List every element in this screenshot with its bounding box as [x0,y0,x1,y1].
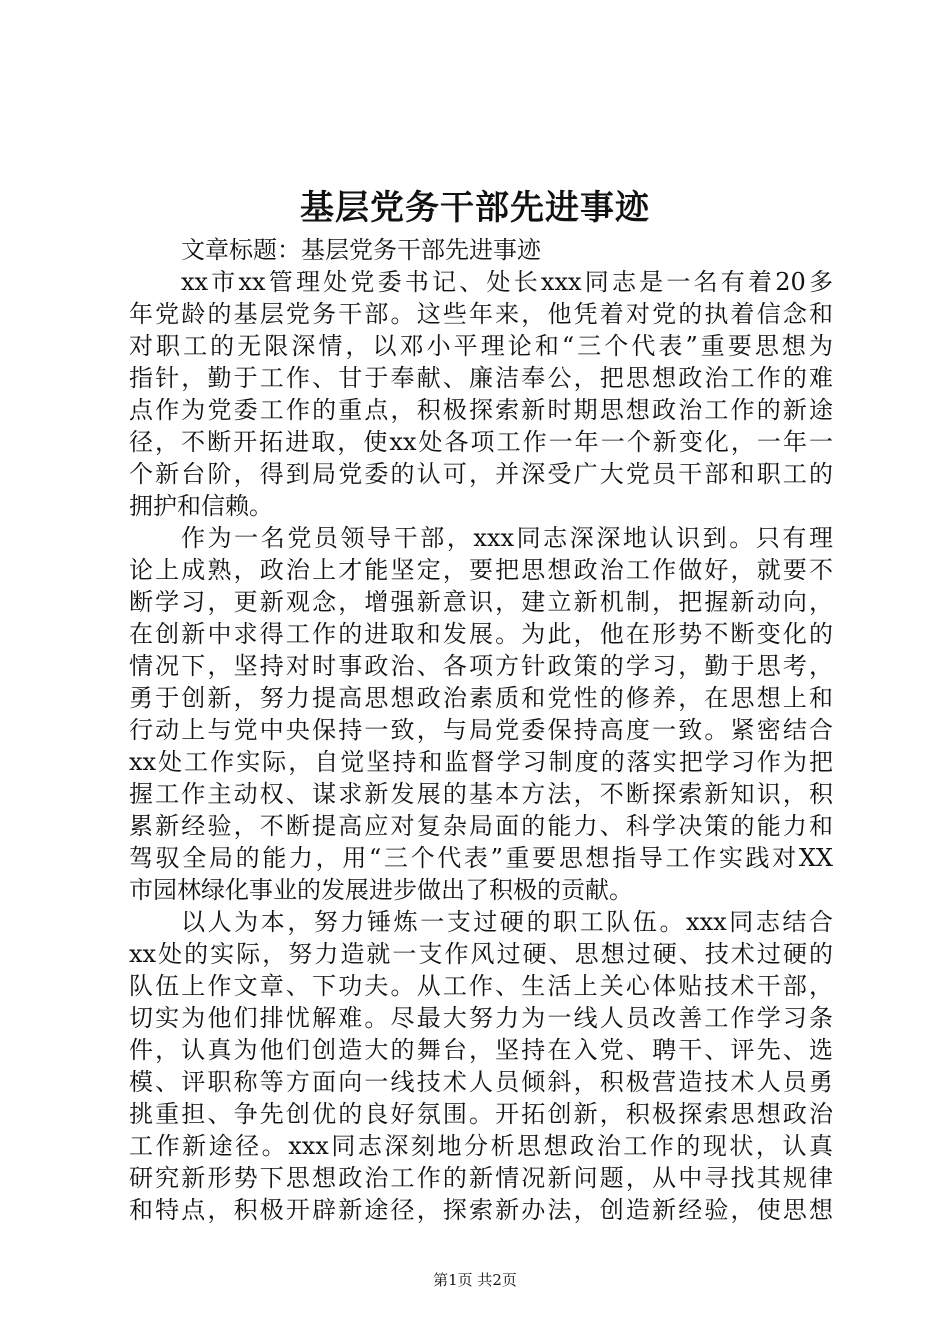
paragraph-line: 工作新途径。xxx同志深刻地分析思想政治工作的现状，认真 [129,1132,833,1160]
document-title: 基层党务干部先进事迹 [300,188,650,228]
paragraph-line: 拥护和信赖。 [129,492,273,520]
paragraph-line: 情况下，坚持对时事政治、各项方针政策的学习，勤于思考， [129,652,833,680]
paragraph-line: 指针，勤于工作、甘于奉献、廉洁奉公，把思想政治工作的难 [129,364,833,392]
paragraph-line: 市园林绿化事业的发展进步做出了积极的贡献。 [129,876,633,904]
paragraph-line: 驾驭全局的能力，用“三个代表”重要思想指导工作实践对XX [129,844,833,872]
paragraph-line: 勇于创新，努力提高思想政治素质和党性的修养，在思想上和 [129,684,833,712]
paragraph-line: 握工作主动权、谋求新发展的基本方法，不断探索新知识，积 [129,780,833,808]
paragraph-line: 径，不断开拓进取，使xx处各项工作一年一个新变化，一年一 [129,428,833,456]
paragraph-line: 个新台阶，得到局党委的认可，并深受广大党员干部和职工的 [129,460,833,488]
paragraph-line: 论上成熟，政治上才能坚定，要把思想政治工作做好，就要不 [129,556,833,584]
paragraph-line: 断学习，更新观念，增强新意识，建立新机制，把握新动向， [129,588,833,616]
paragraph-line: 累新经验，不断提高应对复杂局面的能力、科学决策的能力和 [129,812,833,840]
paragraph-line: 对职工的无限深情，以邓小平理论和“三个代表”重要思想为 [129,332,833,360]
document-body [129,234,833,1226]
paragraph-line: 在创新中求得工作的进取和发展。为此，他在形势不断变化的 [129,620,833,648]
paragraph-line: 挑重担、争先创优的良好氛围。开拓创新，积极探索思想政治 [129,1100,833,1128]
paragraph-line: 年党龄的基层党务干部。这些年来，他凭着对党的执着信念和 [129,300,833,328]
paragraph-line: 以人为本，努力锤炼一支过硬的职工队伍。xxx同志结合 [181,908,833,936]
paragraph-line: 模、评职称等方面向一线技术人员倾斜，积极营造技术人员勇 [129,1068,833,1096]
paragraph-line: xx市xx管理处党委书记、处长xxx同志是一名有着20多 [181,268,833,296]
paragraph-line: 和特点，积极开辟新途径，探索新办法，创造新经验，使思想 [129,1196,833,1224]
article-title-line: 文章标题：基层党务干部先进事迹 [181,236,541,264]
paragraph-line: xx处工作实际，自觉坚持和监督学习制度的落实把学习作为把 [129,748,833,776]
paragraph-line: 点作为党委工作的重点，积极探索新时期思想政治工作的新途 [129,396,833,424]
paragraph-line: 作为一名党员领导干部，xxx同志深深地认识到。只有理 [181,524,833,552]
paragraph-line: 件，认真为他们创造大的舞台，坚持在入党、聘干、评先、选 [129,1036,833,1064]
paragraph-line: 队伍上作文章、下功夫。从工作、生活上关心体贴技术干部， [129,972,833,1000]
paragraph-line: 行动上与党中央保持一致，与局党委保持高度一致。紧密结合 [129,716,833,744]
paragraph-line: xx处的实际，努力造就一支作风过硬、思想过硬、技术过硬的 [129,940,833,968]
paragraph-line: 切实为他们排忧解难。尽最大努力为一线人员改善工作学习条 [129,1004,833,1032]
paragraph-line: 研究新形势下思想政治工作的新情况新问题，从中寻找其规律 [129,1164,833,1192]
page-number-footer: 第1页 共2页 [433,1271,517,1289]
